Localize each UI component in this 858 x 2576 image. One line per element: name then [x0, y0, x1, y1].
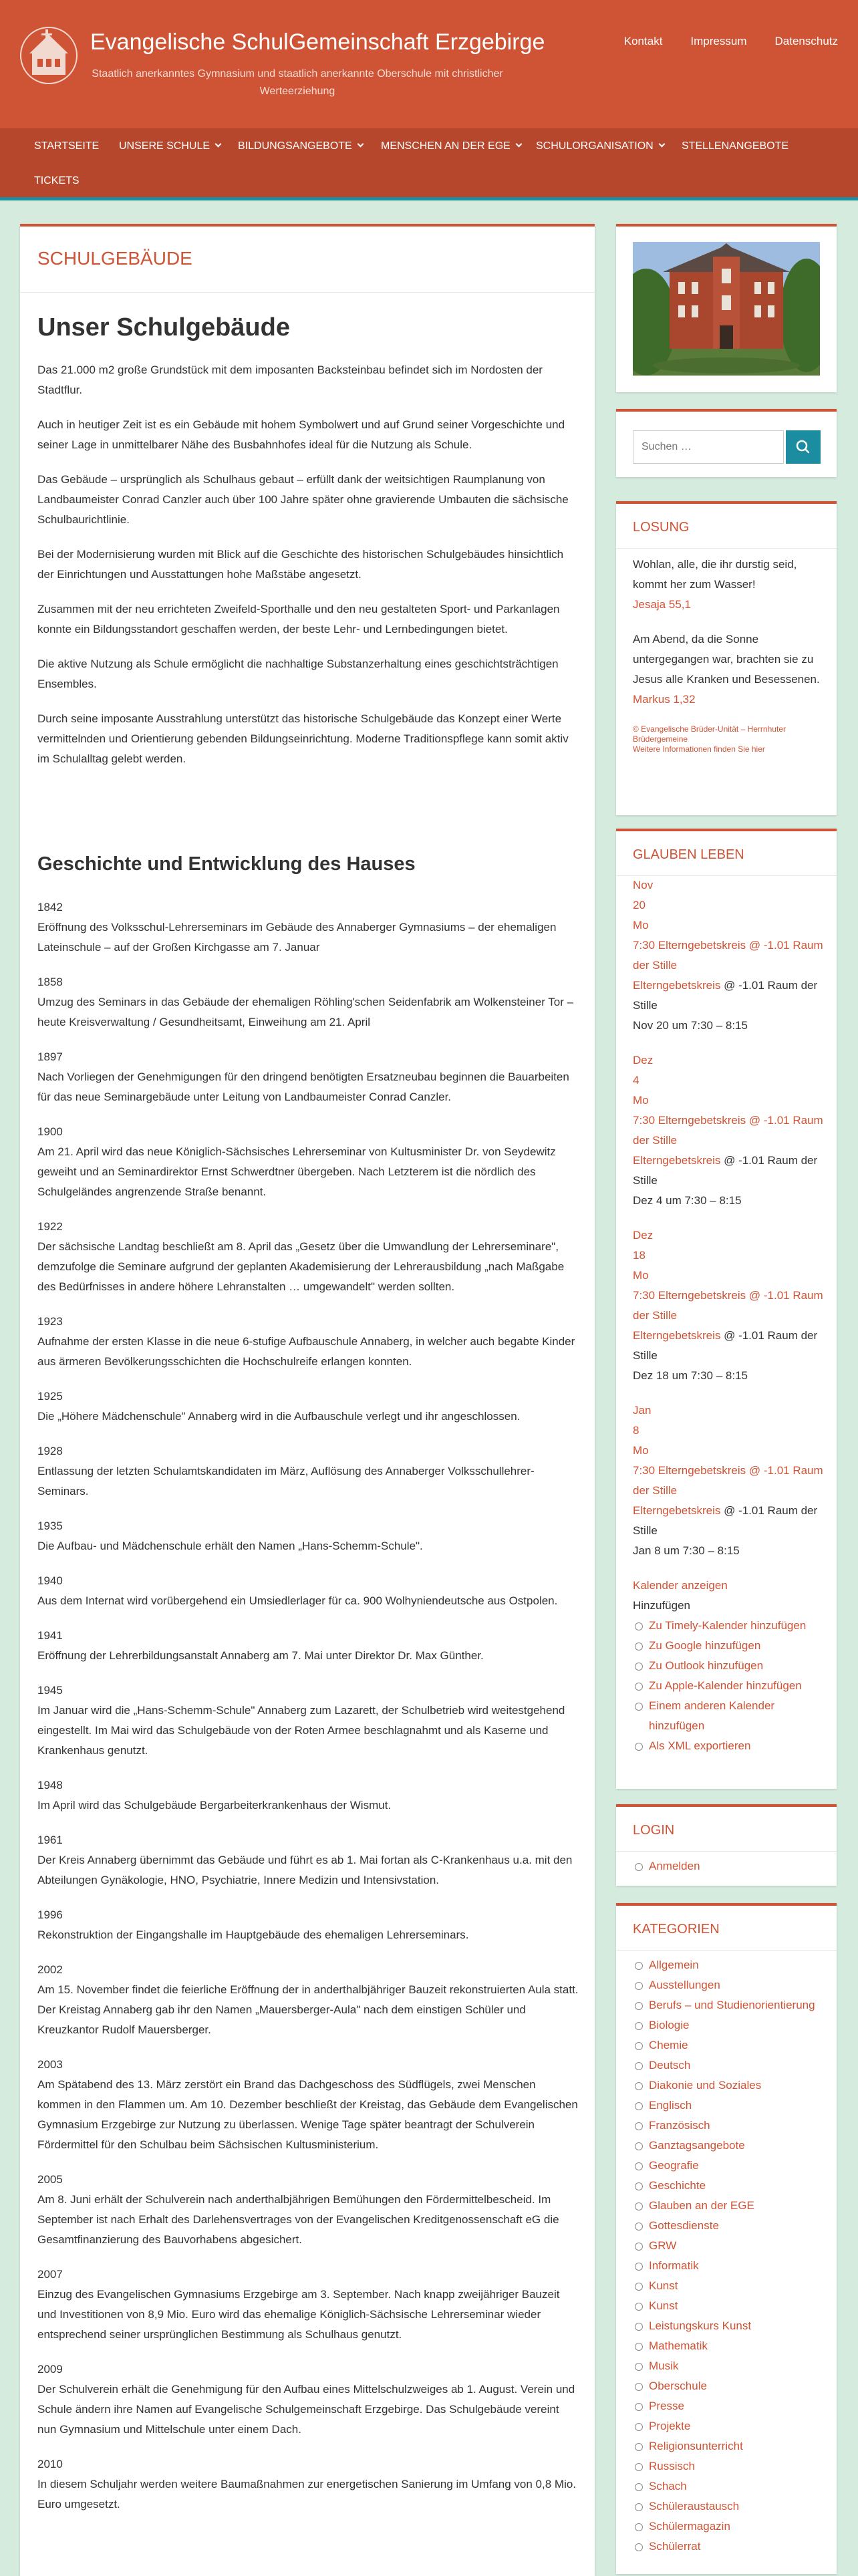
nav-item-bildungsangebote[interactable]: [238, 140, 363, 152]
divider: [616, 548, 837, 549]
event-weekday: Mo: [633, 1094, 649, 1107]
losung-credit: © Evangelische Brüder-Unität – Herrnhuter Brüdergemeine: [633, 724, 786, 744]
history-text: Am Spätabend des 13. März zerstört ein Brand das Dachgeschoss des Südflügels, zwei Menschen kommen in den Flammen um. Am 10. Dezember beschließt der Kreistag, das Gebäude dem Evangelischen Gymnasium Erzgebirge zur Nutzung zu überlassen. Wenige Tage später beantragt der Schulverein Fördermittel für den Schulbau beim Sächsischen Kultusministerium.: [37, 2078, 578, 2151]
nav-item-tickets[interactable]: [34, 175, 80, 187]
add-calendar-link[interactable]: Als XML exportieren: [633, 1736, 823, 1756]
calendar-event: [633, 1226, 823, 1386]
category-link[interactable]: Englisch: [633, 2096, 823, 2116]
event-link[interactable]: 7:30 Elterngebetskreis @ -1.01 Raum der Stille: [633, 1464, 823, 1497]
history-year: 2002: [37, 1963, 63, 1976]
category-link[interactable]: Diakonie und Soziales: [633, 2076, 823, 2096]
history-text: Entlassung der letzten Schulamtskandidaten im März, Auflösung des Annaberger Volksschullehrer-Seminars.: [37, 1465, 535, 1497]
nav-label: SCHULORGANISATION: [536, 140, 654, 152]
history-entry: [37, 2359, 579, 2440]
losung-more-link[interactable]: Weitere Informationen finden Sie hier: [633, 744, 765, 754]
top-nav-impressum[interactable]: Impressum: [690, 35, 747, 47]
event-location: @ -1.01 Raum der Stille: [633, 1329, 818, 1362]
add-calendar-link[interactable]: Zu Google hinzufügen: [633, 1636, 823, 1656]
category-list: [633, 1955, 823, 2557]
losung-reference-link[interactable]: Jesaja 55,1: [633, 598, 691, 611]
history-list: [37, 897, 579, 2529]
category-link[interactable]: Gottesdienste: [633, 2216, 823, 2236]
history-year: 1940: [37, 1574, 63, 1587]
history-text: In diesem Schuljahr werden weitere Baumaßnahmen zur energetischen Sanierung im Umfang von 0,8 Mio. Euro umgesetzt.: [37, 2478, 577, 2511]
event-time: Nov 20 um 7:30 – 8:15: [633, 1019, 748, 1032]
history-year: 2007: [37, 2268, 63, 2281]
nav-label: TICKETS: [34, 175, 80, 186]
event-time: Jan 8 um 7:30 – 8:15: [633, 1544, 740, 1557]
intro-paragraph: Die aktive Nutzung als Schule ermöglicht die nachhaltige Substanzerhaltung eines geschichtsträchtigen Ensembles.: [37, 658, 559, 690]
top-nav: [624, 35, 838, 48]
divider: [616, 1950, 837, 1951]
category-link[interactable]: Projekte: [633, 2416, 823, 2436]
history-text: Im Januar wird die „Hans-Schemm-Schule" Annaberg zum Lazarett, der Schulbetrieb wird weitestgehend eingestellt. Im Mai wird das Schulgebäude von der Roten Armee beschlagnahmt und als Kaserne und Krankenhaus genutzt.: [37, 1704, 565, 1757]
nav-label: UNSERE SCHULE: [119, 140, 210, 152]
history-year: 2010: [37, 2458, 63, 2470]
divider: [616, 1851, 837, 1852]
nav-label: BILDUNGSANGEBOTE: [238, 140, 352, 152]
event-detail: [633, 1501, 823, 1541]
category-link[interactable]: Informatik: [633, 2256, 823, 2276]
categories-widget: [616, 1903, 837, 2574]
top-nav-datenschutz[interactable]: Datenschutz: [774, 35, 838, 47]
category-link[interactable]: Französisch: [633, 2116, 823, 2136]
history-text: Aufnahme der ersten Klasse in die neue 6-stufige Aufbauschule Annaberg, in welcher auch begabte Kinder aus ärmeren Bevölkerungsschichten die Hochschulreife erlangen konnten.: [37, 1335, 575, 1368]
intro-paragraph: Das Gebäude – ursprünglich als Schulhaus gebaut – erfüllt dank der weitsichtigen Raumplanung von Landbaumeister Conrad Canzler auch über 100 Jahre später ohne gravierende Umbauten die sächsische Schulbaurichtlinie.: [37, 473, 569, 526]
event-location: @ -1.01 Raum der Stille: [633, 1154, 818, 1187]
history-text: Die Aufbau- und Mädchenschule erhält den Namen „Hans-Schemm-Schule".: [37, 1540, 423, 1552]
history-year: 1928: [37, 1445, 63, 1457]
event-day: 4: [633, 1074, 639, 1087]
add-label: Hinzufügen: [633, 1599, 691, 1612]
search-icon: [786, 430, 821, 464]
category-link[interactable]: Leistungskurs Kunst: [633, 2316, 823, 2336]
calendar-event: [633, 875, 823, 1036]
add-calendar-link[interactable]: Einem anderen Kalender hinzufügen: [633, 1696, 823, 1736]
category-link[interactable]: Presse: [633, 2396, 823, 2416]
category-link[interactable]: Allgemein: [633, 1955, 823, 1975]
history-year: 1922: [37, 1220, 63, 1233]
history-text: Am 15. November findet die feierliche Eröffnung der in anderthalbjähriger Bauzeit rekonstruierten Aula statt. Der Kreistag Annaberg gab ihr den Namen „Mauersberger-Aula" nach dem einstigen Schüler und Kreuzkantor Rudolf Mauersberger.: [37, 1983, 579, 2036]
nav-label: STELLENANGEBOTE: [682, 140, 789, 152]
category-link[interactable]: Oberschule: [633, 2376, 823, 2396]
losung-widget: [616, 501, 837, 815]
history-entry: [37, 1681, 579, 1761]
event-detail: [633, 1151, 823, 1191]
intro-text: [37, 360, 579, 784]
widget-title: KATEGORIEN: [633, 1922, 720, 1937]
history-entry: [37, 1626, 579, 1666]
site-header: [0, 0, 858, 128]
event-weekday: Mo: [633, 1269, 649, 1282]
widget-title: GLAUBEN LEBEN: [633, 847, 744, 862]
losung-verse: Wohlan, alle, die ihr durstig seid, kommt her zum Wasser!: [633, 558, 797, 591]
building-photo-widget: [616, 224, 837, 392]
history-entry: [37, 2170, 579, 2250]
category-link[interactable]: Ganztagsangebote: [633, 2136, 823, 2156]
show-calendar-link[interactable]: Kalender anzeigen: [633, 1579, 728, 1592]
history-text: Umzug des Seminars in das Gebäude der ehemaligen Röhling'schen Seidenfabrik am Wolkensteiner Tor – heute Kreisverwaltung / Gesundheitsamt, Einweihung am 21. April: [37, 996, 574, 1028]
category-link[interactable]: Deutsch: [633, 2055, 823, 2076]
calendar-event: [633, 1401, 823, 1561]
history-heading: Geschichte und Entwicklung des Hauses: [37, 853, 416, 875]
nav-item-unsere-schule[interactable]: [119, 140, 221, 152]
history-entry: [37, 1217, 579, 1297]
history-text: Am 21. April wird das neue Königlich-Sächsisches Lehrerseminar von Kultusminister Dr. von Seydewitz geweiht und an Seminardirektor Ernst Schwerdtner übergeben. Nach Letzterem ist die nördlich des Schulgeländes angrenzende Straße benannt.: [37, 1145, 556, 1198]
event-month: Jan: [633, 1404, 652, 1417]
event-location: @ -1.01 Raum der Stille: [633, 1504, 818, 1537]
category-link[interactable]: Ausstellungen: [633, 1975, 823, 1995]
category-link[interactable]: Religionsunterricht: [633, 2436, 823, 2456]
nav-item-startseite[interactable]: [34, 140, 99, 152]
history-text: Eröffnung des Volksschul-Lehrerseminars im Gebäude des Annaberger Gymnasiums – der ehemaligen Lateinschule – auf der Großen Kirchgasse am 7. Januar: [37, 921, 557, 954]
category-link[interactable]: Kunst: [633, 2276, 823, 2296]
event-weekday: Mo: [633, 919, 649, 932]
history-year: 2005: [37, 2173, 63, 2186]
school-building-photo: [633, 242, 820, 376]
add-calendar-link[interactable]: Zu Apple-Kalender hinzufügen: [633, 1676, 823, 1696]
history-year: 1900: [37, 1125, 63, 1138]
history-entry: [37, 1571, 579, 1611]
history-text: Aus dem Internat wird vorübergehend ein Umsiedlerlager für ca. 900 Wolhyniendeutsche aus Ostpolen.: [37, 1594, 558, 1607]
nav-label: STARTSEITE: [34, 140, 100, 152]
event-day: 20: [633, 899, 646, 911]
history-entry: [37, 2454, 579, 2515]
history-entry: [37, 1775, 579, 1816]
event-month: Dez: [633, 1054, 654, 1066]
calendar-event: [633, 1050, 823, 1211]
event-day: 18: [633, 1249, 646, 1262]
category-link[interactable]: Chemie: [633, 2035, 823, 2055]
category-link[interactable]: Schülermagazin: [633, 2517, 823, 2537]
nav-item-schulorganisation[interactable]: [536, 140, 664, 152]
category-link[interactable]: Geografie: [633, 2156, 823, 2176]
history-entry: [37, 1312, 579, 1372]
add-calendar-link[interactable]: Zu Outlook hinzufügen: [633, 1656, 823, 1676]
event-time: Dez 4 um 7:30 – 8:15: [633, 1194, 742, 1207]
intro-paragraph: Das 21.000 m2 große Grundstück mit dem imposanten Backsteinbau befindet sich im Nordosten der Stadtflur.: [37, 364, 543, 396]
category-link[interactable]: Biologie: [633, 2015, 823, 2035]
history-entry: [37, 1905, 579, 1945]
losung-verse: Am Abend, da die Sonne untergegangen war, brachten sie zu Jesus alle Kranken und Besessenen.: [633, 633, 820, 686]
main-content: [20, 224, 595, 2576]
category-link[interactable]: Musik: [633, 2356, 823, 2376]
events-list: [633, 875, 823, 1756]
main-heading: Unser Schulgebäude: [37, 313, 290, 341]
site-tagline: Staatlich anerkanntes Gymnasium und staatlich anerkannte Oberschule mit christlicher Werteerziehung: [92, 68, 503, 97]
chevron-down-icon: [357, 141, 364, 148]
event-weekday: Mo: [633, 1444, 649, 1457]
history-text: Der sächsische Landtag beschließt am 8. April das „Gesetz über die Umwandlung der Lehrerseminare", demzufolge die Seminare aufgrund der geplanten Akademisierung der Lehrerausbildung „nach Maßgabe des Bedürfnisses in andere höhere Lehranstalten … umgewandelt" werden sollten.: [37, 1240, 565, 1293]
history-year: 1858: [37, 976, 63, 988]
event-detail: [633, 976, 823, 1016]
intro-paragraph: Durch seine imposante Ausstrahlung unterstützt das historische Schulgebäude das Konzept einer Werte vermittelnden und Orientierung gebenden Bildungseinrichtung. Moderne Traditionspflege kann somit aktiv im Schulalltag gelebt werden.: [37, 712, 569, 765]
history-year: 2003: [37, 2058, 63, 2071]
top-nav-kontakt[interactable]: Kontakt: [623, 35, 663, 47]
losung-body: [633, 555, 823, 754]
event-name-link[interactable]: Elterngebetskreis: [633, 1504, 721, 1517]
event-month: Dez: [633, 1229, 654, 1242]
event-month: Nov: [633, 879, 654, 891]
intro-paragraph: Auch in heutiger Zeit ist es ein Gebäude mit hohem Symbolwert und auf Grund seiner Vorgeschichte und seiner Lage in unmittelbarer Nähe des Busbahnhofes ideal für die Nutzung als Schule.: [37, 418, 565, 451]
history-entry: [37, 1441, 579, 1501]
history-text: Die „Höhere Mädchenschule" Annaberg wird in die Aufbauschule verlegt und ihr angeschlossen.: [37, 1410, 521, 1423]
history-text: Eröffnung der Lehrerbildungsanstalt Annaberg am 7. Mai unter Direktor Dr. Max Günther.: [37, 1649, 484, 1662]
login-link[interactable]: Anmelden: [633, 1856, 700, 1876]
chevron-down-icon: [515, 141, 522, 148]
history-year: 1996: [37, 1908, 63, 1921]
category-link[interactable]: Mathematik: [633, 2336, 823, 2356]
glauben-leben-widget: [616, 829, 837, 1789]
history-year: 1945: [37, 1684, 63, 1697]
event-time: Dez 18 um 7:30 – 8:15: [633, 1369, 748, 1382]
event-link[interactable]: 7:30 Elterngebetskreis @ -1.01 Raum der Stille: [633, 1289, 823, 1322]
nav-item-menschen[interactable]: [381, 140, 521, 152]
category-link[interactable]: Glauben an der EGE: [633, 2196, 823, 2216]
history-entry: [37, 1047, 579, 1107]
category-link[interactable]: Schülerrat: [633, 2537, 823, 2557]
divider: [20, 292, 595, 293]
category-link[interactable]: Berufs – und Studienorientierung: [633, 1995, 823, 2015]
history-text: Der Schulverein erhält die Genehmigung für den Aufbau eines Mittelschulzweiges ab 1. August. Verein und Schule ändern ihre Namen auf Evangelische Schulgemeinschaft Erzgebirge. Das Schulgebäude vereint nun Gymnasium und Mittelschule unter einem Dach.: [37, 2383, 575, 2436]
history-entry: [37, 1960, 579, 2040]
history-year: 1961: [37, 1834, 63, 1846]
history-entry: [37, 897, 579, 958]
history-text: Am 8. Juni erhält der Schulverein nach anderthalbjährigen Bemühungen den Fördermittelbescheid. Im September ist nach Erhalt des Darlehensvertrages von der Evangelischen Kreditgenossenschaft eG die Gesamtfinanzierung des Bauvorhabens abgesichert.: [37, 2193, 559, 2246]
history-entry: [37, 2055, 579, 2155]
login-links: [633, 1856, 700, 1876]
main-nav: [0, 128, 858, 200]
event-name-link[interactable]: Elterngebetskreis: [633, 1154, 721, 1167]
category-link[interactable]: GRW: [633, 2236, 823, 2256]
history-text: Rekonstruktion der Eingangshalle im Hauptgebäude des ehemaligen Lehrerseminars.: [37, 1928, 469, 1941]
losung-reference-link[interactable]: Markus 1,32: [633, 693, 696, 706]
history-entry: [37, 1122, 579, 1202]
history-year: 1923: [37, 1315, 63, 1328]
event-link[interactable]: 7:30 Elterngebetskreis @ -1.01 Raum der Stille: [633, 939, 823, 972]
history-text: Der Kreis Annaberg übernimmt das Gebäude und führt es ab 1. Mai fortan als C-Krankenhaus u.a. mit den Abteilungen Gynäkologie, HNO, Psychiatrie, Innere Medizin und Intensivstation.: [37, 1854, 573, 1886]
nav-item-stellenangebote[interactable]: [682, 140, 789, 152]
history-text: Im April wird das Schulgebäude Bergarbeiterkrankenhaus der Wismut.: [37, 1799, 392, 1812]
chevron-down-icon: [215, 141, 222, 148]
intro-paragraph: Zusammen mit der neu errichteten Zweifeld-Sporthalle und den neu gestalteten Sport- und Parkanlagen konnte ein Bildungsstandort geschaffen werden, der beste Lehr- und Lernbedingungen bietet.: [37, 603, 560, 635]
history-year: 1941: [37, 1629, 63, 1642]
site-title[interactable]: Evangelische SchulGemeinschaft Erzgebirge: [90, 29, 545, 55]
widget-title: LOGIN: [633, 1823, 675, 1838]
category-link[interactable]: Geschichte: [633, 2176, 823, 2196]
chevron-down-icon: [658, 141, 665, 148]
history-entry: [37, 972, 579, 1032]
add-calendar-links: [633, 1616, 823, 1756]
event-link[interactable]: 7:30 Elterngebetskreis @ -1.01 Raum der Stille: [633, 1114, 823, 1147]
history-entry: [37, 1387, 579, 1427]
search-widget: [616, 409, 837, 477]
event-detail: [633, 1326, 823, 1366]
history-entry: [37, 2265, 579, 2345]
category-link[interactable]: Schach: [633, 2476, 823, 2496]
nav-label: MENSCHEN AN DER EGE: [381, 140, 511, 152]
category-link[interactable]: Kunst: [633, 2296, 823, 2316]
search-input[interactable]: [633, 430, 784, 464]
history-year: 2009: [37, 2363, 63, 2376]
history-text: Nach Vorliegen der Genehmigungen für den dringend benötigten Ersatzneubau beginnen die Bauarbeiten für das neue Seminargebäude unter Leitung von Landbaumeister Conrad Canzler.: [37, 1070, 569, 1103]
history-year: 1935: [37, 1520, 63, 1532]
event-day: 8: [633, 1424, 639, 1437]
event-name-link[interactable]: Elterngebetskreis: [633, 979, 721, 992]
intro-paragraph: Bei der Modernisierung wurden mit Blick auf die Geschichte des historischen Schulgebäudes hinsichtlich der Einrichtungen und Ausstattungen hohe Maßstäbe angesetzt.: [37, 548, 564, 581]
add-calendar-link[interactable]: Zu Timely-Kalender hinzufügen: [633, 1616, 823, 1636]
widget-title: LOSUNG: [633, 520, 690, 535]
event-location: @ -1.01 Raum der Stille: [633, 979, 818, 1012]
history-year: 1842: [37, 901, 63, 913]
category-link[interactable]: Russisch: [633, 2456, 823, 2476]
history-year: 1925: [37, 1390, 63, 1403]
history-entry: [37, 1516, 579, 1556]
category-link[interactable]: Schüleraustausch: [633, 2496, 823, 2517]
school-logo-icon[interactable]: [19, 25, 79, 86]
history-entry: [37, 1830, 579, 1890]
page-title: SCHULGEBÄUDE: [37, 248, 192, 269]
history-year: 1897: [37, 1050, 63, 1063]
history-text: Einzug des Evangelischen Gymnasiums Erzgebirge am 3. September. Nach knapp zweijähriger Bauzeit und Investitionen von 8,9 Mio. Euro wird das ehemalige Königlich-Sächsische Lehrerseminar wieder entsprechend seiner ursprünglichen Bestimmung als Schulhaus genutzt.: [37, 2288, 560, 2341]
search-button[interactable]: [786, 430, 821, 464]
event-name-link[interactable]: Elterngebetskreis: [633, 1329, 721, 1342]
history-year: 1948: [37, 1779, 63, 1792]
login-widget: [616, 1804, 837, 1886]
